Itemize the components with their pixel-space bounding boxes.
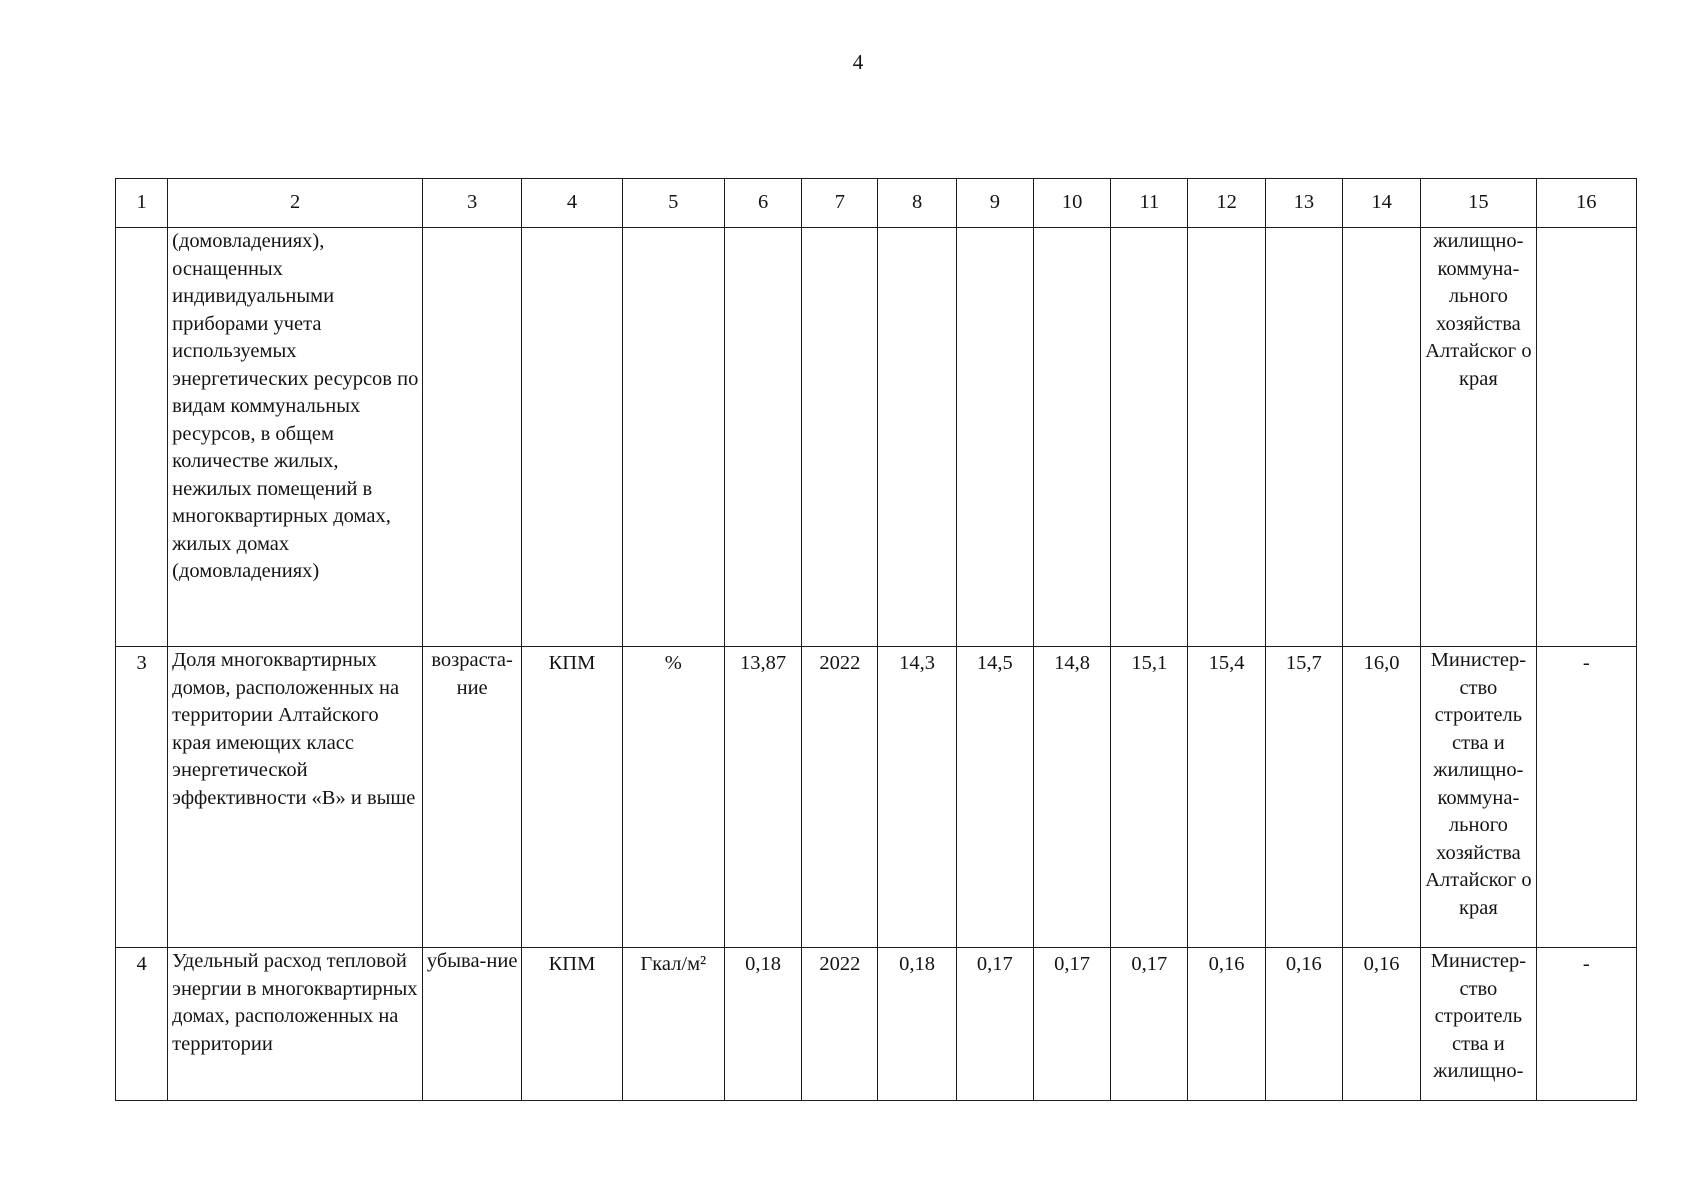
year-value-cell <box>956 228 1033 647</box>
link-cell <box>1536 948 1636 1101</box>
base-year: 2022 <box>819 652 861 674</box>
level-cell <box>522 647 622 948</box>
header-cell: 5 <box>622 179 724 228</box>
year-value-cell <box>1342 948 1420 1101</box>
year-value: 0,16 <box>1285 953 1322 975</box>
year-value: 0,17 <box>976 953 1013 975</box>
unit-cell <box>622 647 724 948</box>
trend-value: возраста-ние <box>431 649 513 699</box>
header-cell: 2 <box>168 179 423 228</box>
indicator-name: (домовладениях), оснащенных индивидуальными приборами учета используемых энергетических ресурсов по видам коммунальных ресурсов, в общем количестве жилых, нежилых помещений в многоквартирных домах, жилых домах (домовладениях) <box>172 230 419 582</box>
year-value-cell <box>1188 228 1265 647</box>
year-value-cell <box>1033 228 1110 647</box>
indicator-name-cell <box>168 647 423 948</box>
year-value-cell <box>1342 647 1420 948</box>
year-value: 0,17 <box>1054 953 1091 975</box>
year-value: 14,8 <box>1054 652 1091 674</box>
executor-cell <box>1421 228 1536 647</box>
executor-cell <box>1421 647 1536 948</box>
year-value-cell <box>1342 228 1420 647</box>
year-value-cell <box>1111 228 1188 647</box>
executor-name: Министер-ство строитель ства и жилищно- <box>1430 950 1527 1082</box>
row-number: 3 <box>136 652 147 674</box>
year-value-cell <box>1188 647 1265 948</box>
year-value-cell <box>956 647 1033 948</box>
base-value-cell <box>724 948 801 1101</box>
header-cell: 12 <box>1188 179 1265 228</box>
executor-cell <box>1421 948 1536 1101</box>
link-value: - <box>1582 953 1590 975</box>
unit-value: Гкал/м² <box>640 953 707 975</box>
year-value: 15,4 <box>1208 652 1245 674</box>
year-value: 16,0 <box>1363 652 1400 674</box>
header-cell: 4 <box>522 179 622 228</box>
level-value: КПМ <box>548 953 596 975</box>
base-year-cell <box>802 647 878 948</box>
year-value-cell <box>878 948 956 1101</box>
unit-cell <box>622 228 724 647</box>
year-value-cell <box>1033 647 1110 948</box>
year-value: 15,1 <box>1131 652 1168 674</box>
indicator-name-cell <box>168 948 423 1101</box>
executor-name: Министер-ство строитель ства и жилищно-коммуна-льного хозяйства Алтайског о края <box>1425 649 1532 919</box>
header-cell: 9 <box>956 179 1033 228</box>
row-number-cell <box>116 948 168 1101</box>
page-number: 4 <box>852 50 864 74</box>
year-value: 0,18 <box>899 953 936 975</box>
trend-value: убыва-ние <box>426 950 518 972</box>
indicator-name: Доля многоквартирных домов, расположенных на территории Алтайского края имеющих класс энергетической эффективности «B» и выше <box>172 649 416 809</box>
year-value-cell <box>878 647 956 948</box>
unit-cell <box>622 948 724 1101</box>
row-number-cell <box>116 228 168 647</box>
executor-name: жилищно-коммуна-льного хозяйства Алтайског о края <box>1425 230 1532 390</box>
year-value-cell <box>1265 948 1342 1101</box>
year-value-cell <box>1265 228 1342 647</box>
level-cell <box>522 228 622 647</box>
year-value-cell <box>878 228 956 647</box>
table-row <box>116 948 1637 1101</box>
link-cell <box>1536 647 1636 948</box>
trend-cell <box>422 647 521 948</box>
row-number-cell <box>116 647 168 948</box>
header-cell: 7 <box>802 179 878 228</box>
link-value: - <box>1582 652 1590 674</box>
level-cell <box>522 948 622 1101</box>
year-value-cell <box>956 948 1033 1101</box>
header-cell: 1 <box>116 179 168 228</box>
year-value: 0,16 <box>1208 953 1245 975</box>
header-cell: 10 <box>1033 179 1110 228</box>
year-value: 0,17 <box>1131 953 1168 975</box>
link-cell <box>1536 228 1636 647</box>
trend-cell <box>422 228 521 647</box>
indicator-table <box>115 178 1637 1101</box>
trend-cell <box>422 948 521 1101</box>
base-value-cell <box>724 647 801 948</box>
unit-value: % <box>664 652 682 674</box>
table-row <box>116 647 1637 948</box>
year-value-cell <box>1033 948 1110 1101</box>
header-cell: 13 <box>1265 179 1342 228</box>
header-cell: 11 <box>1111 179 1188 228</box>
level-value: КПМ <box>548 652 596 674</box>
row-number: 4 <box>136 953 147 975</box>
year-value-cell <box>1265 647 1342 948</box>
base-value-cell <box>724 228 801 647</box>
header-cell: 14 <box>1342 179 1420 228</box>
indicator-name-cell <box>168 228 423 647</box>
base-value: 13,87 <box>740 652 787 674</box>
year-value-cell <box>1111 647 1188 948</box>
table-header-row <box>116 179 1637 228</box>
base-year-cell <box>802 228 878 647</box>
base-year: 2022 <box>819 953 861 975</box>
year-value: 14,3 <box>899 652 936 674</box>
header-cell: 15 <box>1421 179 1536 228</box>
year-value: 0,16 <box>1363 953 1400 975</box>
table-row <box>116 228 1637 647</box>
header-cell: 3 <box>422 179 521 228</box>
base-value: 0,18 <box>745 953 782 975</box>
year-value: 15,7 <box>1285 652 1322 674</box>
header-cell: 8 <box>878 179 956 228</box>
indicator-name: Удельный расход тепловой энергии в многоквартирных домах, расположенных на территории <box>172 950 418 1055</box>
header-cell: 16 <box>1536 179 1636 228</box>
base-year-cell <box>802 948 878 1101</box>
year-value-cell <box>1111 948 1188 1101</box>
header-cell: 6 <box>724 179 801 228</box>
year-value: 14,5 <box>976 652 1013 674</box>
year-value-cell <box>1188 948 1265 1101</box>
